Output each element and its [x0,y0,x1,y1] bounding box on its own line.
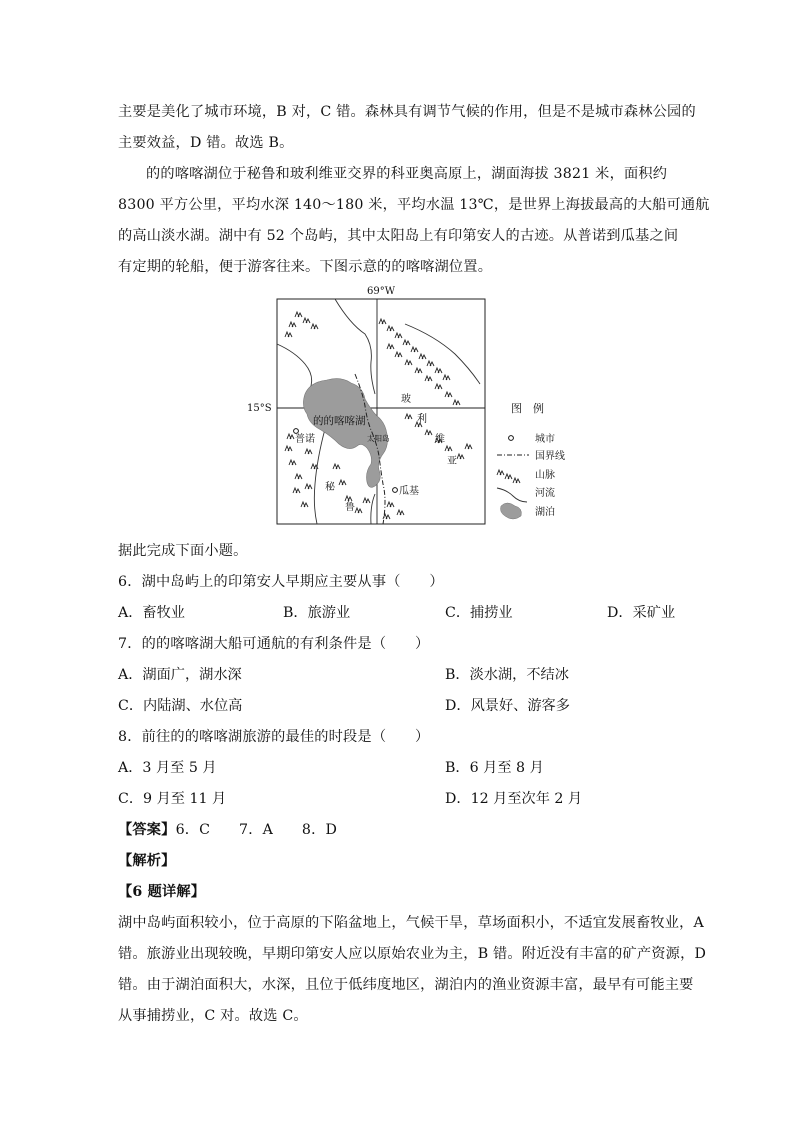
paragraph-line: 8300 平方公里，平均水深 140～180 米，平均水温 13℃，是世界上海拔最高的大船可通航 [118,197,710,213]
analysis-label: 【解析】 [118,853,176,869]
legend-city-icon [509,436,514,441]
city-puno-marker [294,429,299,434]
question-8-stem: 8．前往的的喀喀湖旅游的最佳的时段是（ ） [118,729,430,745]
prompt-text: 据此完成下面小题。 [118,543,248,559]
legend-river-icon [497,488,527,502]
q7-option-a: A．湖面广，湖水深 [118,667,242,683]
lake-label: 的的喀喀湖 [313,415,366,427]
detail-line: 错。旅游业出现较晚，早期印第安人应以原始农业为主，B 错。附近没有丰富的矿产资源，D [118,946,707,962]
q6-option-d: D．采矿业 [607,605,676,621]
legend-item: 湖泊 [535,507,555,518]
q6-option-b: B．旅游业 [283,605,351,621]
legend-item: 国界线 [535,451,565,462]
q8-option-d: D．12 月至次年 2 月 [445,791,583,807]
legend-item: 城市 [535,434,555,445]
paragraph-line: 主要效益，D 错。故选 B。 [118,135,294,151]
latitude-label: 15°S [247,403,272,414]
answer-line [118,820,337,840]
longitude-label: 69°W [367,286,396,297]
answer-text: 6．C 7．A 8．D [175,822,338,838]
paragraph-line: 主要是美化了城市环境，B 对，C 错。森林具有调节气候的作用，但是不是城市森林公园的 [118,104,696,120]
country-label-char: 维 [435,434,445,445]
country-label-char: 玻 [401,394,411,405]
detail-line: 错。由于湖泊面积大，水深，且位于低纬度地区，湖泊内的渔业资源丰富，最早有可能主要 [118,977,694,993]
q8-option-c: C．9 月至 11 月 [118,791,227,807]
q8-option-b: B．6 月至 8 月 [445,760,544,776]
q7-option-d: D．风景好、游客多 [445,698,570,714]
q7-option-b: B．淡水湖，不结冰 [445,667,569,683]
detail-label: 【6 题详解】 [118,884,206,900]
paragraph-line: 的的喀喀湖位于秘鲁和玻利维亚交界的科亚奥高原上，湖面海拔 3821 米，面积约 [146,166,668,182]
legend-lake-icon [501,503,522,519]
legend-mountain-icon [497,470,520,483]
country-label-char: 利 [417,414,427,425]
q6-option-c: C．捕捞业 [445,605,513,621]
country-label-char: 鲁 [345,502,355,513]
question-7-stem: 7．的的喀喀湖大船可通航的有利条件是（ ） [118,636,430,652]
country-label-char: 秘 [325,482,335,493]
legend-title: 图 例 [511,402,544,415]
legend-item: 河流 [535,488,555,499]
detail-line: 湖中岛屿面积较小，位于高原的下陷盆地上，气候干旱，草场面积小，不适宜发展畜牧业，A [118,915,704,931]
city-guaqui-label: 瓜基 [399,486,419,497]
q6-option-a: A．畜牧业 [118,605,185,621]
island-label: 太阳岛 [367,434,390,443]
paragraph-line: 有定期的轮船，便于游客往来。下图示意的的喀喀湖位置。 [118,259,493,275]
answer-label: 【答案】 [118,822,176,838]
lake-titicaca-map [247,284,580,526]
city-guaqui-marker [393,488,398,493]
country-label-char: 亚 [447,456,457,467]
paragraph-line: 的高山淡水湖。湖中有 52 个岛屿，其中太阳岛上有印第安人的古迹。从普诺到瓜基之间 [118,228,679,244]
detail-line: 从事捕捞业，C 对。故选 C。 [118,1008,308,1024]
question-6-stem: 6．湖中岛屿上的印第安人早期应主要从事（ ） [118,574,444,590]
map-legend [497,401,565,519]
legend-item: 山脉 [535,470,555,481]
q7-option-c: C．内陆湖、水位高 [118,698,243,714]
city-puno-label: 普诺 [295,434,315,445]
q8-option-a: A．3 月至 5 月 [118,760,217,776]
